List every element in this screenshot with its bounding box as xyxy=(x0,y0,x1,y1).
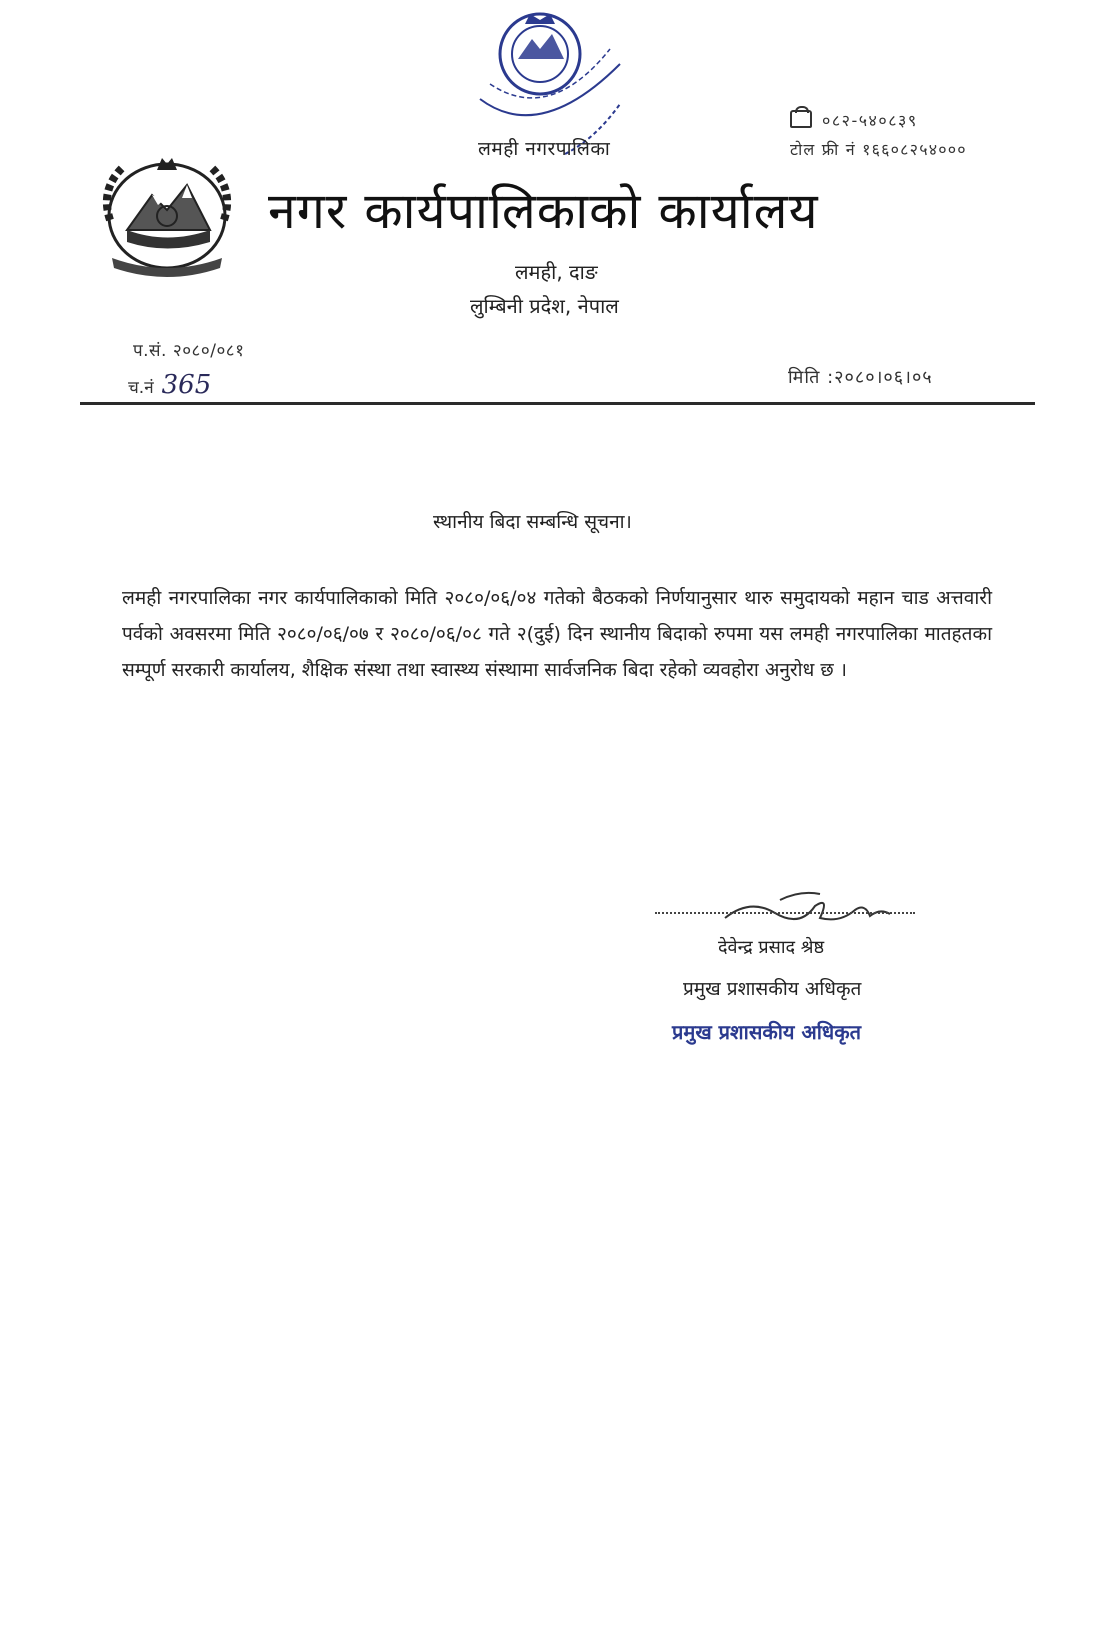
phone-value: ०८२-५४०८३९ xyxy=(822,111,918,130)
tollfree-number: टोल फ्री नं १६६०८२५४००० xyxy=(790,140,967,159)
patra-sankhya: प.सं. २०८०/०८१ xyxy=(133,341,245,361)
signatory-title: प्रमुख प्रशासकीय अधिकृत xyxy=(683,978,862,1000)
signature-line xyxy=(655,912,915,914)
office-heading: नगर कार्यपालिकाको कार्यालय xyxy=(268,182,819,240)
notice-body: लमही नगरपालिका नगर कार्यपालिकाको मिति २०८०/०६/०४ गतेको बैठकको निर्णयानुसार थारु समुदायको महान चाड अत्तवारी पर्वको अवसरमा मिति २०८०/०६/०७ र २०८०/०६/०८ गते २(दुई) दिन स्थानीय बिदाको रुपमा यस लमही नगरपालिका मातहतका सम्पूर्ण सरकारी कार्यालय, शैक्षिक संस्था तथा स्वास्थ्य संस्थामा सार्वजनिक बिदा रहेको व्यवहोरा अनुरोध छ । xyxy=(122,587,992,681)
nepal-emblem-icon xyxy=(92,150,242,280)
header-divider xyxy=(80,402,1035,405)
address-line-2: लुम्बिनी प्रदेश, नेपाल xyxy=(470,294,619,318)
letter-date: मिति :२०८०।०६।०५ xyxy=(788,367,933,388)
stamp-label: लमही नगरपालिका xyxy=(478,138,611,160)
chalani-label: च.नं xyxy=(128,378,154,398)
phone-icon xyxy=(790,110,812,128)
chalani-value: 365 xyxy=(161,370,212,400)
address-line-1: लमही, दाङ xyxy=(515,260,598,284)
signatory-name: देवेन्द्र प्रसाद श्रेष्ठ xyxy=(718,937,825,958)
notice-subject: स्थानीय बिदा सम्बन्धि सूचना। xyxy=(433,511,632,533)
chalani-number xyxy=(128,370,211,400)
phone-number xyxy=(790,108,918,131)
signatory-stamp: प्रमुख प्रशासकीय अधिकृत xyxy=(672,1020,861,1044)
signature-scribble xyxy=(720,888,920,933)
